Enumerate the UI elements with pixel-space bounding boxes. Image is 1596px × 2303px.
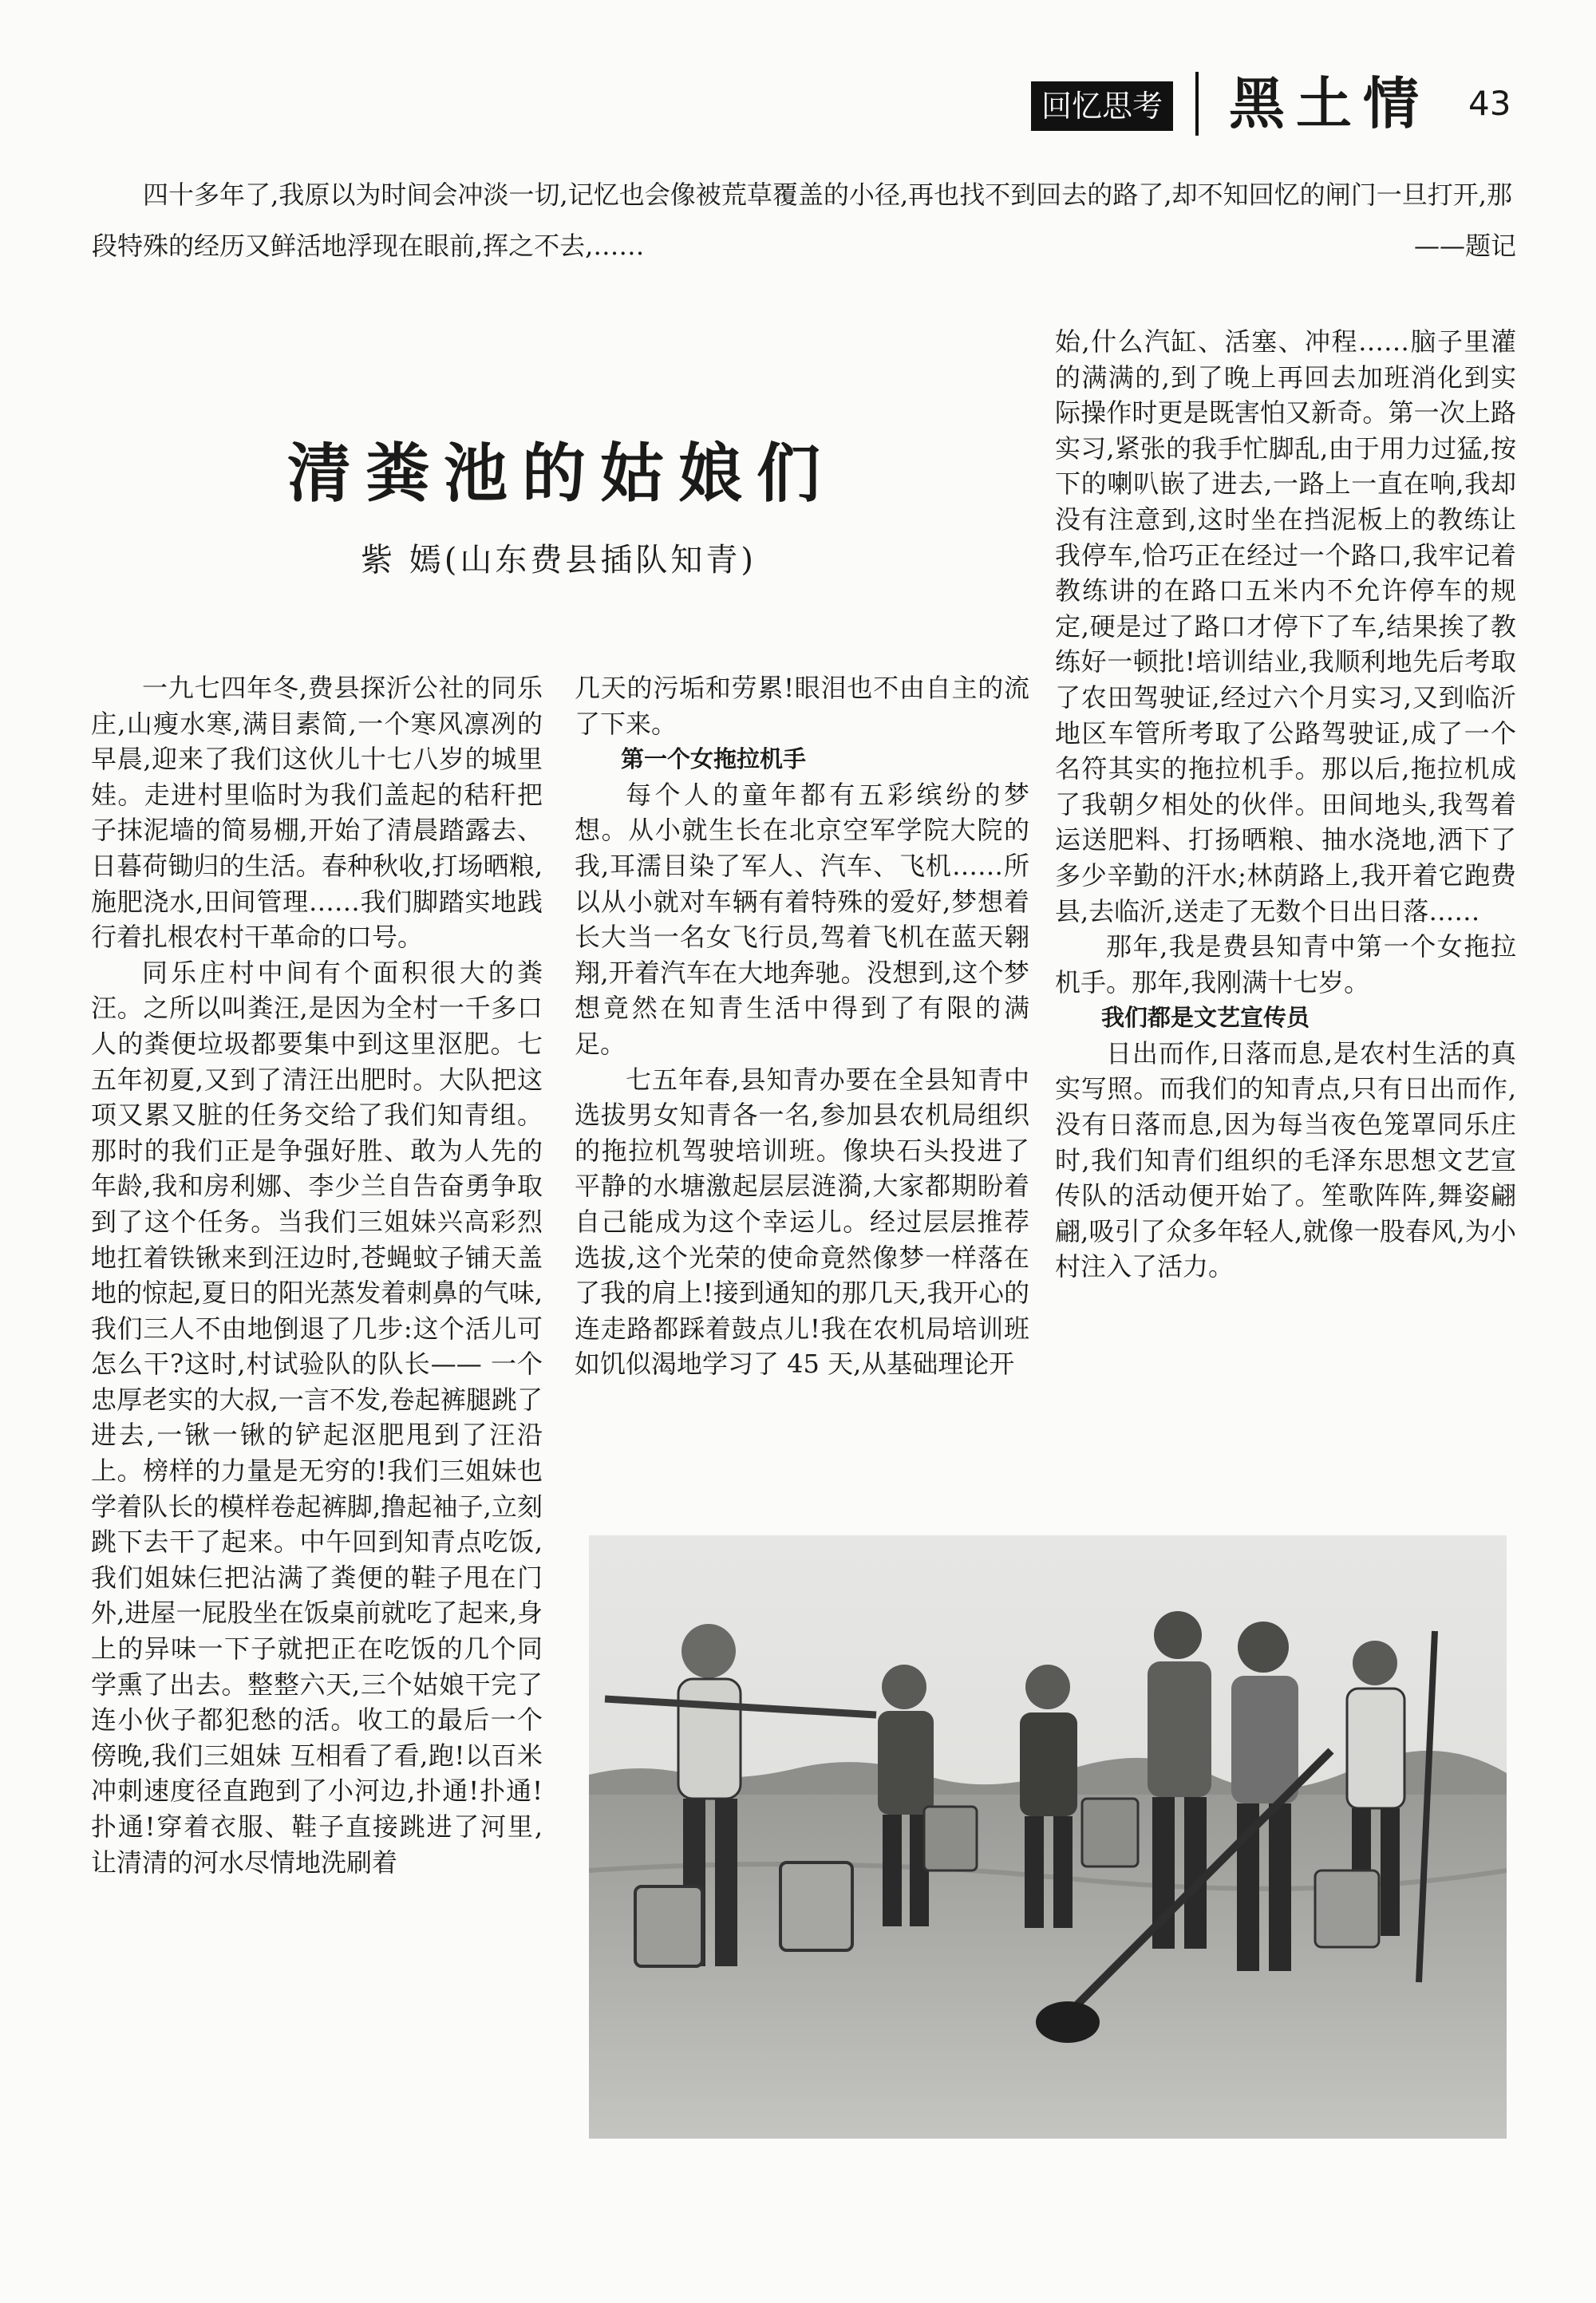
- paragraph: 始,什么汽缸、活塞、冲程……脑子里灌的满满的,到了晚上再回去加班消化到实际操作时更是既害怕又新奇。第一次上路实习,紧张的我手忙脚乱,由于用力过猛,按下的喇叭嵌了进去,一路上一直在响,我却没有注意到,这时坐在挡泥板上的教练让我停车,恰巧正在经过一个路口,我牢记着教练讲的在路口五米内不允许停车的规定,硬是过了路口才停下了车,结果挨了教练好一顿批!培训结业,我顺利地先后考取了农田驾驶证,经过六个月实习,又到临沂地区车管所考取了公路驾驶证,成了一个名符其实的拖拉机手。那以后,拖拉机成了我朝夕相处的伙伴。田间地头,我驾着运送肥料、打扬晒粮、抽水浇地,洒下了多少辛勤的汗水;林荫路上,我开着它跑费县,去临沂,送走了无数个日出日落……: [1055, 326, 1516, 926]
- article-title: 清粪池的姑娘们: [287, 436, 835, 511]
- page-number: 43: [1468, 84, 1511, 123]
- paragraph: 日出而作,日落而息,是农村生活的真实写照。而我们的知青点,只有日出而作,没有日落而息,因为每当夜色笼罩同乐庄时,我们知青们组织的毛泽东思想文艺宣传队的活动便开始了。笙歌阵阵,舞姿翩翩,吸引了众多年轻人,就像一股春风,为小村注入了活力。: [1055, 1037, 1516, 1282]
- epigraph-signature: ——题记: [1413, 231, 1516, 261]
- section-tag: 回忆思考: [1031, 81, 1173, 131]
- epigraph: [92, 169, 1512, 271]
- text-column-2: [575, 670, 1029, 1382]
- text-column-1: [91, 670, 543, 1880]
- section-heading: 第一个女拖拉机手: [621, 745, 807, 773]
- paragraph: 七五年春,县知青办要在全县知青中选拔男女知青各一名,参加县农机局组织的拖拉机驾驶培训班。像块石头投进了平静的水塘激起层层涟漪,大家都期盼着自己能成为这个幸运儿。经过层层推荐选拔,这个光荣的使命竟然像梦一样落在了我的肩上!接到通知的那几天,我开心的连走路都踩着鼓点儿!我在农机局培训班如饥似渴地学习了 45 天,从基础理论开: [575, 1064, 1029, 1380]
- magazine-logo: 黑土情: [1229, 70, 1430, 136]
- header-divider: [1195, 72, 1199, 136]
- paragraph: 同乐庄村中间有个面积很大的粪汪。之所以叫粪汪,是因为全村一千多口人的粪便垃圾都要集中到这里沤肥。七五年初夏,又到了清汪出肥时。大队把这项又累又脏的任务交给了我们知青组。那时的我们正是争强好胜、敢为人先的年龄,我和房利娜、李少兰自告奋勇争取到了这个任务。当我们三姐妹兴高彩烈地扛着铁锹来到汪边时,苍蝇蚊子铺天盖地的惊起,夏日的阳光蒸发着刺鼻的气味,我们三人不由地倒退了几步:这个活儿可怎么干?这时,村试验队的队长—— 一个忠厚老实的大叔,一言不发,卷起裤腿跳了进去,一锹一锹的铲起沤肥甩到了汪沿上。榜样的力量是无穷的!我们三姐妹也学着队长的模样卷起裤脚,撸起袖子,立刻跳下去干了起来。中午回到知青点吃饭,我们姐妹仨把沾满了粪便的鞋子甩在门外,进屋一屁股坐在饭桌前就吃了起来,身上的异味一下子就把正在吃饭的几个同学熏了出去。整整六天,三个姑娘干完了连小伙子都犯愁的活。收工的最后一个傍晚,我们三姐妹 互相看了看,跑!以百米冲刺速度径直跑到了小河边,扑通!扑通!扑通!穿着衣服、鞋子直接跳进了河里,让清清的河水尽情地洗刷着: [91, 957, 543, 1878]
- text-column-3: [1055, 324, 1516, 1285]
- paragraph: 一九七四年冬,费县探沂公社的同乐庄,山瘦水寒,满目素简,一个寒风凛冽的早晨,迎来了我们这伙儿十七八岁的城里娃。走进村里临时为我们盖起的秸秆把子抹泥墙的简易棚,开始了清晨踏露去、日暮荷锄归的生活。春种秋收,打场晒粮,施肥浇水,田间管理……我们脚踏实地践行着扎根农村干革命的口号。: [91, 673, 543, 953]
- historical-photo: [589, 1535, 1507, 2139]
- paragraph: 几天的污垢和劳累!眼泪也不由自主的流了下来。: [575, 673, 1029, 739]
- section-heading: 我们都是文艺宣传员: [1101, 1004, 1310, 1032]
- paragraph: 那年,我是费县知青中第一个女拖拉机手。那年,我刚满十七岁。: [1055, 931, 1516, 997]
- article-byline: 紫 嫣(山东费县插队知青): [361, 542, 757, 579]
- photo-illustration: [589, 1535, 1507, 2139]
- epigraph-text: 四十多年了,我原以为时间会冲淡一切,记忆也会像被荒草覆盖的小径,再也找不到回去的路了,却不知回忆的闸门一旦打开,那段特殊的经历又鲜活地浮现在眼前,挥之不去,……: [92, 180, 1512, 261]
- paragraph: 每个人的童年都有五彩缤纷的梦想。从小就生长在北京空军学院大院的我,耳濡目染了军人、汽车、飞机……所以从小就对车辆有着特殊的爱好,梦想着长大当一名女飞行员,驾着飞机在蓝天翱翔,开着汽车在大地奔驰。没想到,这个梦想竟然在知青生活中得到了有限的满足。: [575, 779, 1029, 1059]
